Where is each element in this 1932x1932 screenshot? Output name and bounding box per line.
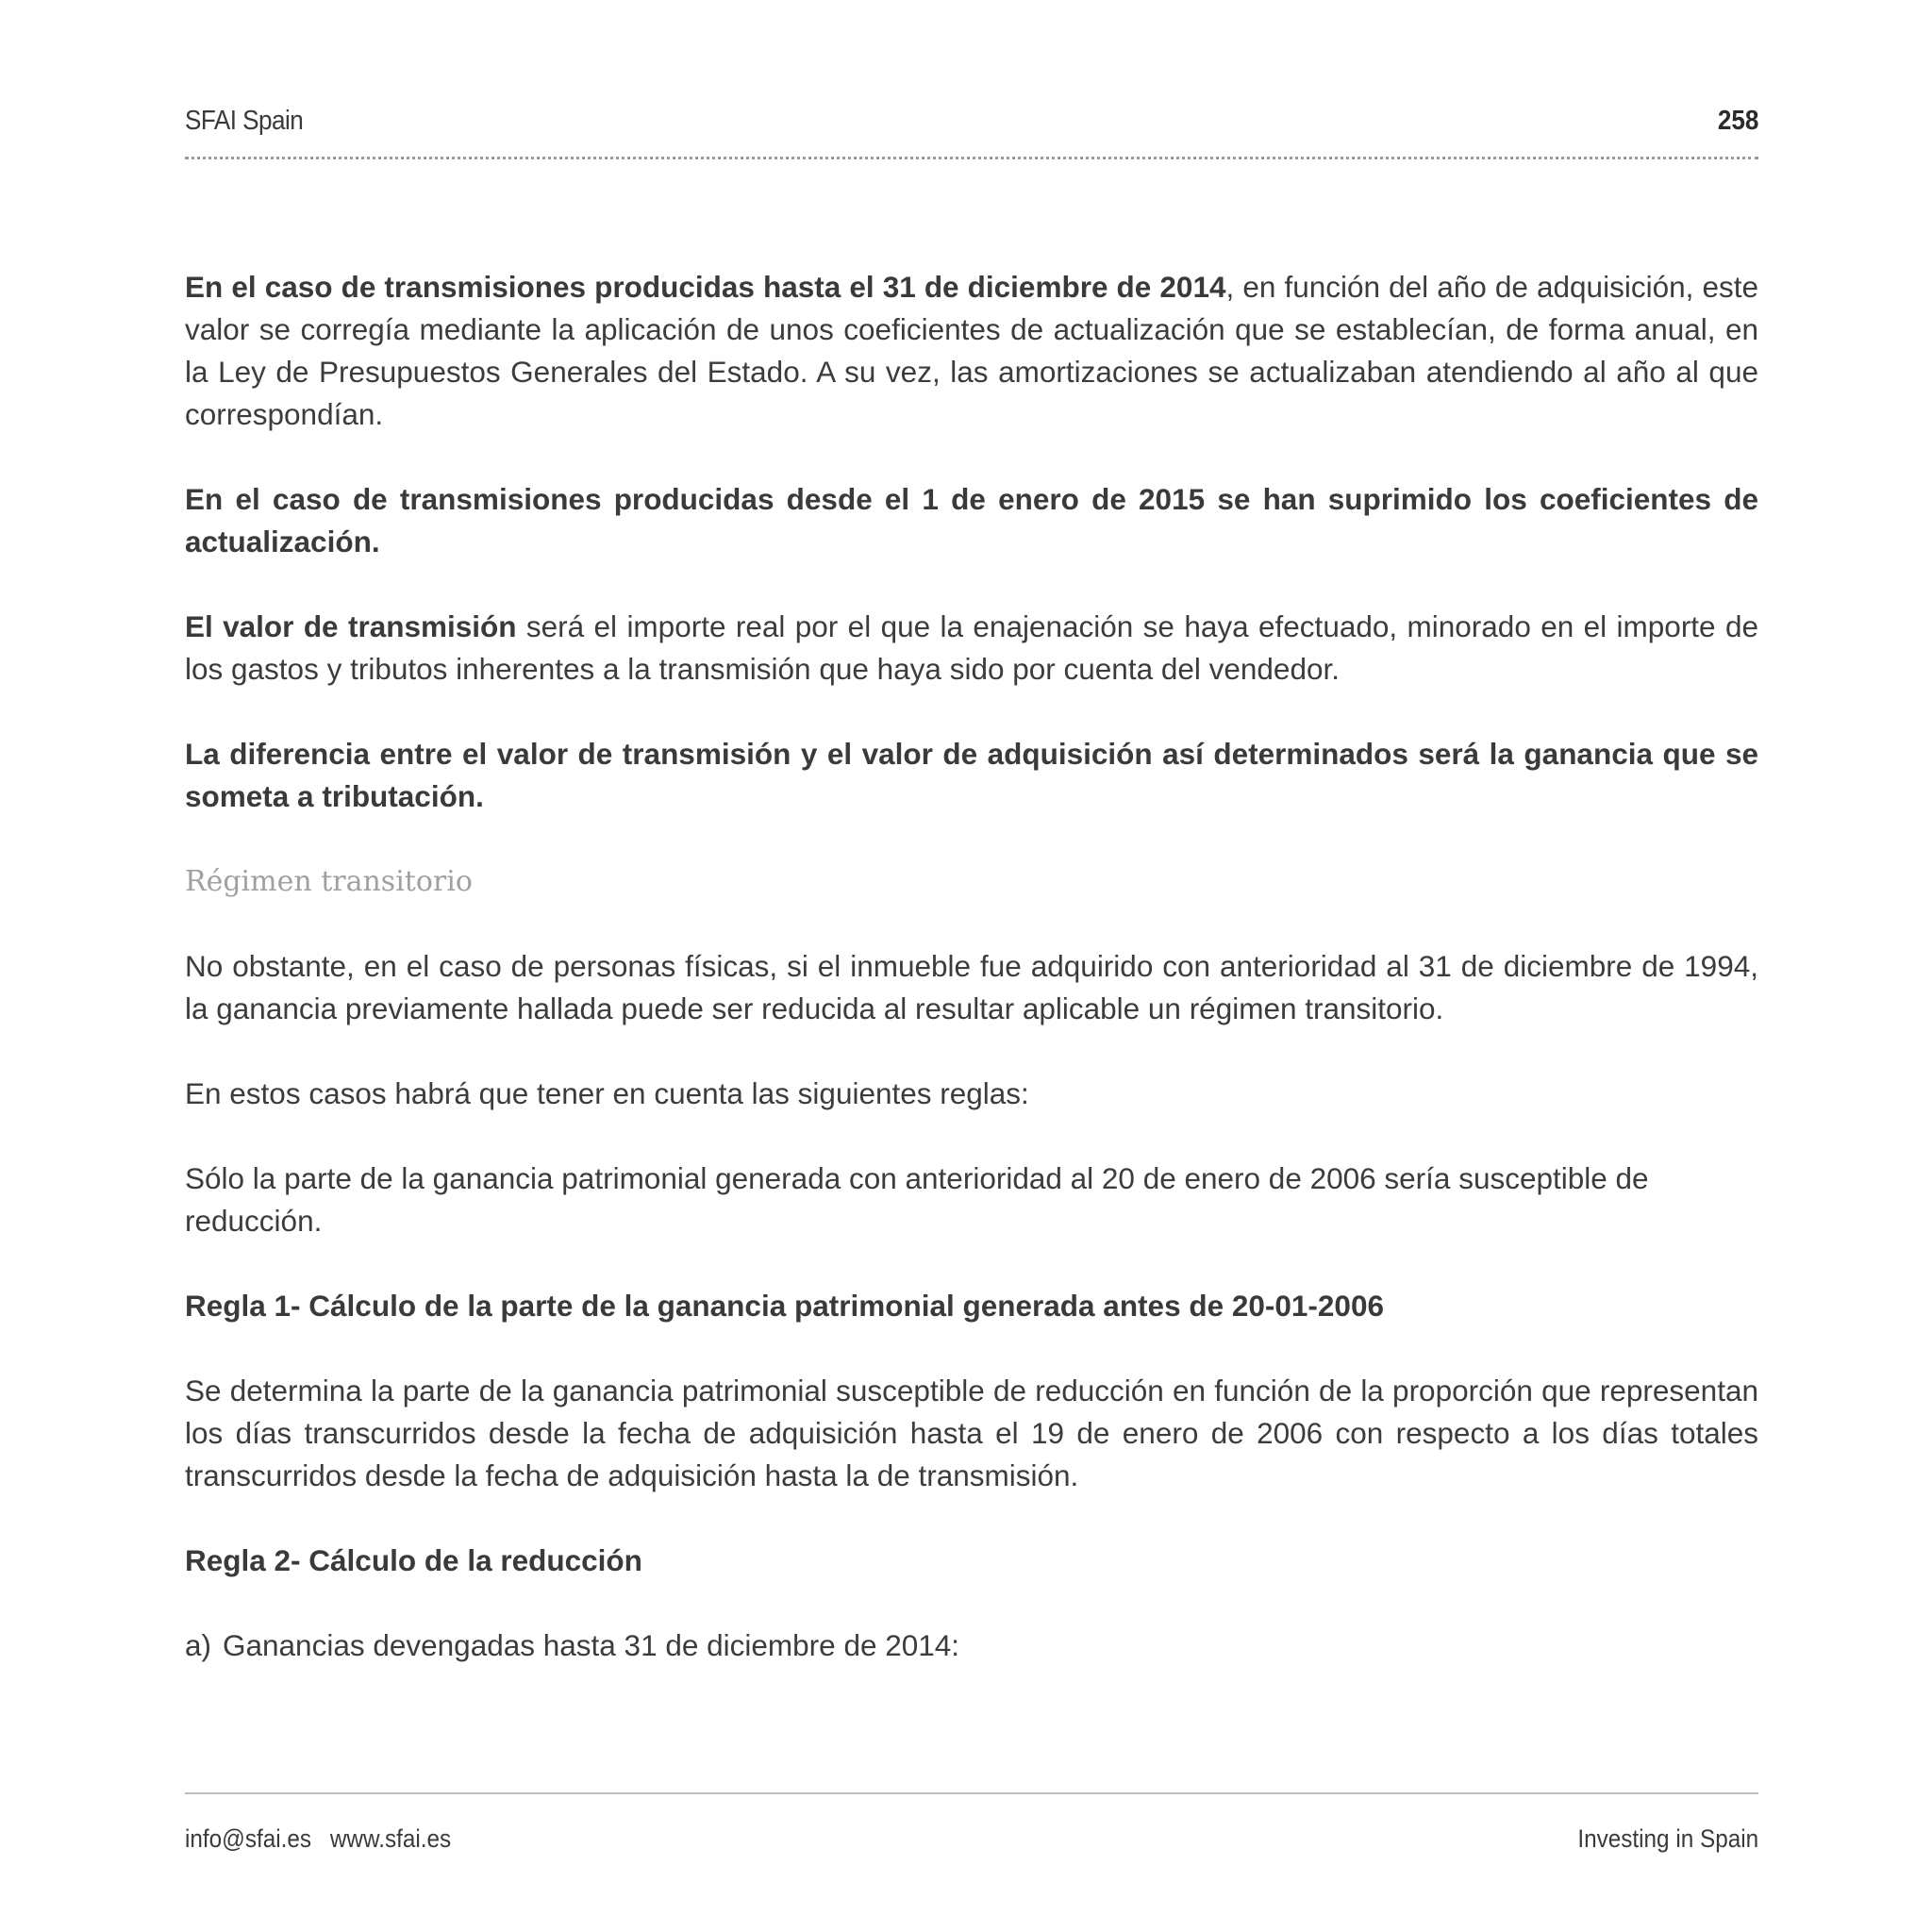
paragraph-diferencia xyxy=(185,733,1758,818)
page-header xyxy=(185,106,1758,143)
page-body xyxy=(185,266,1758,1667)
paragraph-lead-bold: El valor de transmisión xyxy=(185,609,517,643)
paragraph-bold-text: En el caso de transmisiones producidas desde el 1 de enero de 2015 se han suprimido los coeficientes de actualización. xyxy=(185,482,1758,558)
paragraph-bold-text: La diferencia entre el valor de transmisión y el valor de adquisición así determinados será la ganancia que se someta a tributación. xyxy=(185,737,1758,813)
paragraph-text: , en función del año de adquisición, este valor se corregía mediante la aplicación de unos coeficientes de actualización que se establecían, de forma anual, en la Ley de Presupuestos Generales del Estado. A su vez, las amortizaciones se actualizaban atendiendo al año al que correspondían. xyxy=(185,270,1758,431)
footer-tagline: Investing in Spain xyxy=(1577,1824,1758,1853)
rule-1-heading xyxy=(185,1285,1758,1327)
header-dotted-divider xyxy=(185,157,1758,159)
paragraph-no-obstante: No obstante, en el caso de personas físicas, si el inmueble fue adquirido con anterioridad al 31 de diciembre de 1994, la ganancia previamente hallada puede ser reducida al resultar aplicable un régimen transitorio. xyxy=(185,949,1758,1025)
paragraph-transmisiones-2015 xyxy=(185,478,1758,563)
paragraph-transmisiones-2014 xyxy=(185,266,1758,436)
section-title-regimen-transitorio: Régimen transitorio xyxy=(185,865,473,898)
brand-name: SFAI Spain xyxy=(185,106,304,136)
list-item-text: Ganancias devengadas hasta 31 de diciembre de 2014: xyxy=(223,1628,960,1662)
paragraph-solo-la-parte: Sólo la parte de la ganancia patrimonial generada con anterioridad al 20 de enero de 2006 sería susceptible de reducción. xyxy=(185,1161,1649,1238)
page-footer xyxy=(185,1824,1758,1862)
paragraph-valor-transmision xyxy=(185,606,1758,691)
rule-1-title: Regla 1- Cálculo de la parte de la ganancia patrimonial generada antes de 20-01-2006 xyxy=(185,1289,1384,1323)
paragraph-lead-bold: En el caso de transmisiones producidas hasta el 31 de diciembre de 2014 xyxy=(185,270,1226,304)
page-number: 258 xyxy=(1717,106,1758,136)
paragraph-text: será el importe real por el que la enajenación se haya efectuado, minorado en el importe de los gastos y tributos inherentes a la transmisión que haya sido por cuenta del vendedor. xyxy=(185,609,1758,686)
footer-website-link[interactable]: www.sfai.es xyxy=(329,1824,452,1853)
footer-divider xyxy=(185,1792,1758,1794)
rule-2-heading xyxy=(185,1540,1758,1582)
list-item-a xyxy=(185,1624,1758,1667)
rule-2-title: Regla 2- Cálculo de la reducción xyxy=(185,1543,642,1577)
paragraph-reglas-intro: En estos casos habrá que tener en cuenta las siguientes reglas: xyxy=(185,1076,1029,1110)
list-marker: a) xyxy=(185,1628,212,1662)
footer-email-link[interactable]: info@sfai.es xyxy=(185,1824,312,1853)
paragraph-se-determina: Se determina la parte de la ganancia patrimonial susceptible de reducción en función de la proporción que representan los días transcurridos desde la fecha de adquisición hasta el 19 de enero de 2006 con respecto a los días totales transcurridos desde la fecha de adquisición hasta la de transmisión. xyxy=(185,1374,1758,1492)
footer-contact xyxy=(185,1824,451,1854)
